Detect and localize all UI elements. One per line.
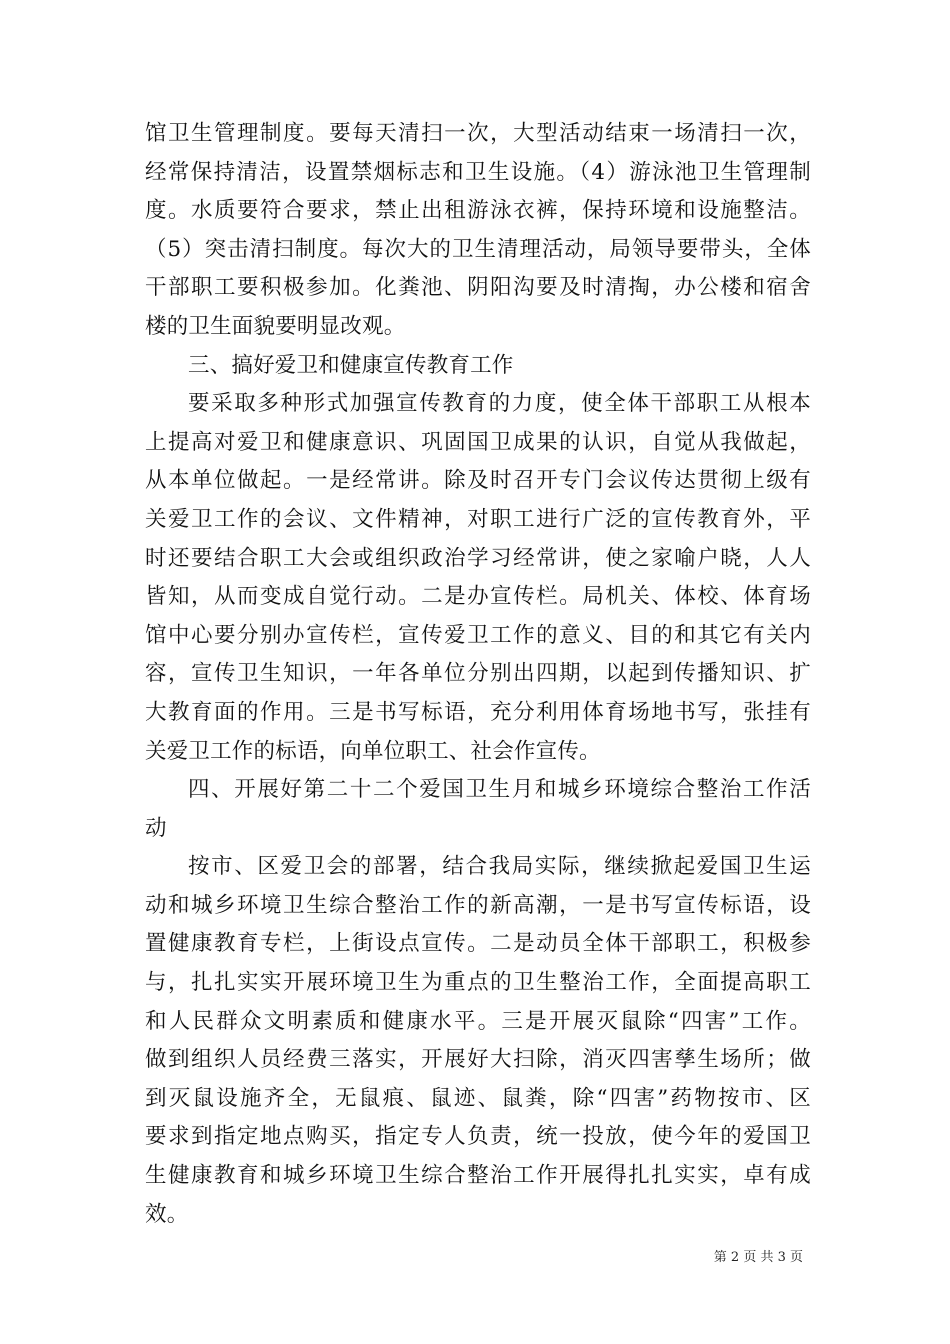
text-line: 度。水质要符合要求，禁止出租游泳衣裤，保持环境和设施整洁。 xyxy=(145,198,811,224)
text-line: 馆卫生管理制度。要每天清扫一次，大型活动结束一场清扫一次， xyxy=(145,121,811,146)
text-line: 做到组织人员经费三落实，开展好大扫除，消灭四害孳生场所；做 xyxy=(145,1047,811,1073)
text-line: 从本单位做起。一是经常讲。除及时召开专门会议传达贯彻上级有 xyxy=(145,468,811,494)
text-line: 动 xyxy=(145,815,167,841)
text-line: 四、开展好第二十二个爱国卫生月和城乡环境综合整治工作活 xyxy=(188,777,811,803)
text-line: 与，扎扎实实开展环境卫生为重点的卫生整治工作，全面提高职工 xyxy=(145,970,811,996)
text-line: 容，宣传卫生知识，一年各单位分别出四期，以起到传播知识、扩 xyxy=(145,661,811,687)
text-line: 要采取多种形式加强宣传教育的力度，使全体干部职工从根本 xyxy=(188,391,811,417)
text-line: 皆知，从而变成自觉行动。二是办宣传栏。局机关、体校、体育场 xyxy=(145,584,811,610)
text-line: 关爱卫工作的会议、文件精神，对职工进行广泛的宣传教育外，平 xyxy=(145,506,811,532)
document-body xyxy=(145,115,811,1234)
text-line: 关爱卫工作的标语，向单位职工、社会作宣传。 xyxy=(145,738,601,764)
text-line: 三、搞好爱卫和健康宣传教育工作 xyxy=(188,352,514,378)
text-line: 按市、区爱卫会的部署，结合我局实际，继续掀起爱国卫生运 xyxy=(188,854,811,880)
text-line: 要求到指定地点购买，指定专人负责，统一投放，使今年的爱国卫 xyxy=(145,1124,811,1150)
text-line: 干部职工要积极参加。化粪池、阴阳沟要及时清掏，办公楼和宿舍 xyxy=(145,275,811,301)
text-line: 上提高对爱卫和健康意识、巩固国卫成果的认识，自觉从我做起， xyxy=(145,429,811,455)
text-line: 动和城乡环境卫生综合整治工作的新高潮，一是书写宣传标语，设 xyxy=(145,892,811,918)
text-line: 和人民群众文明素质和健康水平。三是开展灭鼠除“四害”工作。 xyxy=(145,1008,811,1034)
text-line: 大教育面的作用。三是书写标语，充分利用体育场地书写，张挂有 xyxy=(145,699,811,725)
text-line: 馆中心要分别办宣传栏，宣传爱卫工作的意义、目的和其它有关内 xyxy=(145,622,811,648)
text-line: 时还要结合职工大会或组织政治学习经常讲，使之家喻户晓，人人 xyxy=(145,545,811,571)
page-number: 第 2 页 共 3 页 xyxy=(713,1250,803,1265)
text-line: （5）突击清扫制度。每次大的卫生清理活动，局领导要带头，全体 xyxy=(145,236,811,262)
text-line: 楼的卫生面貌要明显改观。 xyxy=(145,313,406,339)
text-line: 到灭鼠设施齐全，无鼠痕、鼠迹、鼠粪，除“四害”药物按市、区 xyxy=(145,1085,811,1111)
text-line: 生健康教育和城乡环境卫生综合整治工作开展得扎扎实实，卓有成 xyxy=(145,1163,811,1189)
text-line: 效。 xyxy=(145,1201,189,1227)
text-line: 经常保持清洁，设置禁烟标志和卫生设施。（4）游泳池卫生管理制 xyxy=(145,159,811,185)
text-line: 置健康教育专栏，上街设点宣传。二是动员全体干部职工，积极参 xyxy=(145,931,811,957)
